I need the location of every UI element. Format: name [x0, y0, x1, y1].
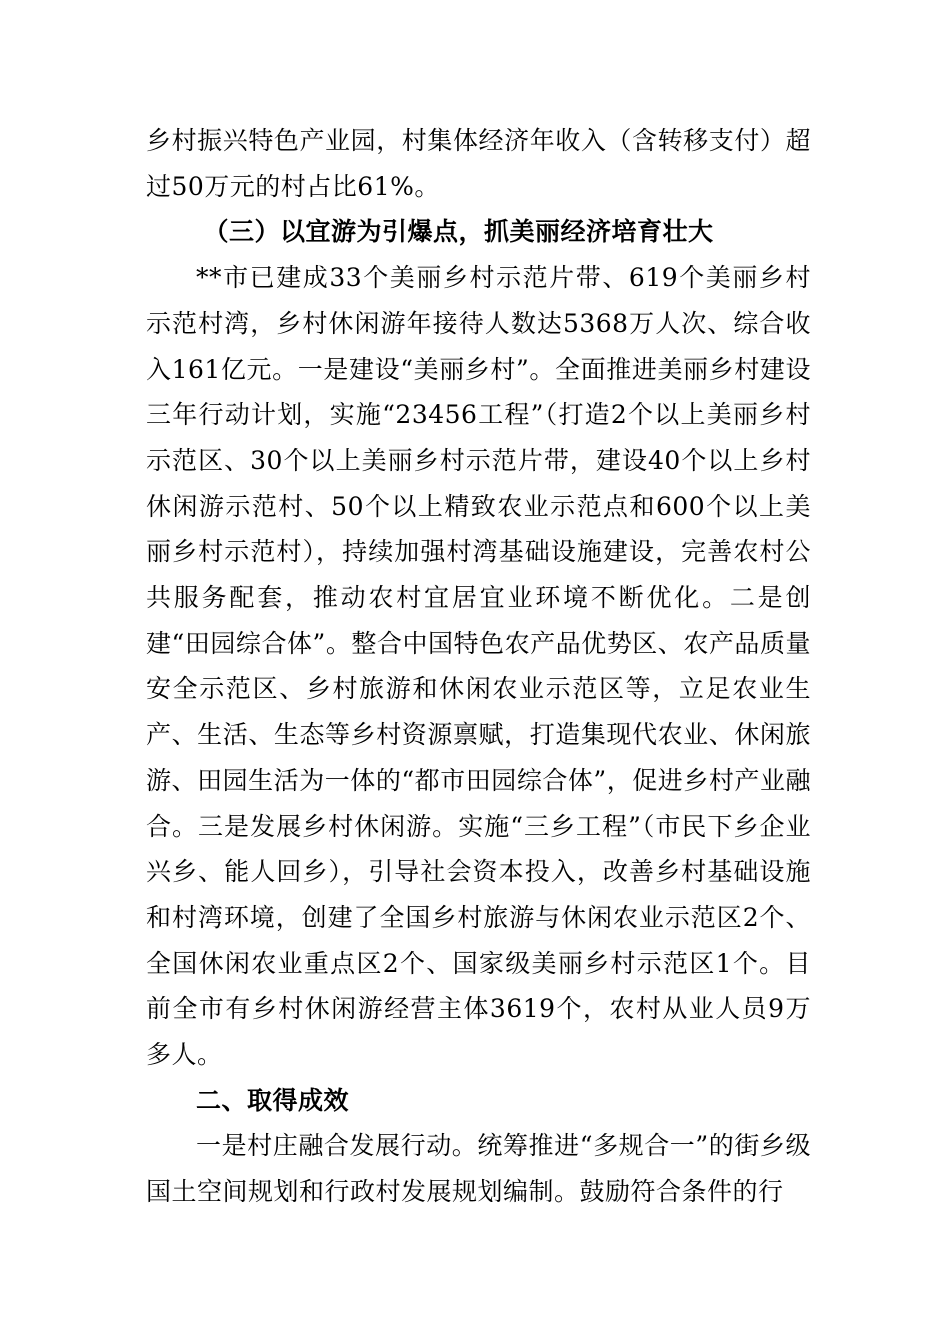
- paragraph-results: 一是村庄融合发展行动。统筹推进“多规合一”的街乡级国土空间规划和行政村发展规划编制。鼓励符合条件的行: [146, 1131, 811, 1207]
- paragraph-beautiful-economy: **市已建成33个美丽乡村示范片带、619个美丽乡村示范村湾，乡村休闲游年接待人数达5368万人次、综合收入161亿元。一是建设“美丽乡村”。全面推进美丽乡村建设三年行动计划，实施“23456工程”（打造2个以上美丽乡村示范区、30个以上美丽乡村示范片带，建设40个以上乡村休闲游示范村、50个以上精致农业示范点和600个以上美丽乡村示范村），持续加强村湾基础设施建设，完善农村公共服务配套，推动农村宜居宜业环境不断优化。二是创建“田园综合体”。整合中国特色农产品优势区、农产品质量安全示范区、乡村旅游和休闲农业示范区等，立足农业生产、生活、生态等乡村资源禀赋，打造集现代农业、休闲旅游、田园生活为一体的“都市田园综合体”，促进乡村产业融合。三是发展乡村休闲游。实施“三乡工程”（市民下乡企业兴乡、能人回乡），引导社会资本投入，改善乡村基础设施和村湾环境，创建了全国乡村旅游与休闲农业示范区2个、全国休闲农业重点区2个、国家级美丽乡村示范区1个。目前全市有乡村休闲游经营主体3619个，农村从业人员9万多人。: [146, 263, 811, 1070]
- section-heading-three: （三）以宜游为引爆点，抓美丽经济培育壮大: [203, 217, 714, 247]
- paragraph-continued: 乡村振兴特色产业园，村集体经济年收入（含转移支付）超过50万元的村占比61%。: [146, 126, 811, 201]
- section-heading-results: 二、取得成效: [196, 1085, 350, 1115]
- document-page: [146, 118, 811, 1215]
